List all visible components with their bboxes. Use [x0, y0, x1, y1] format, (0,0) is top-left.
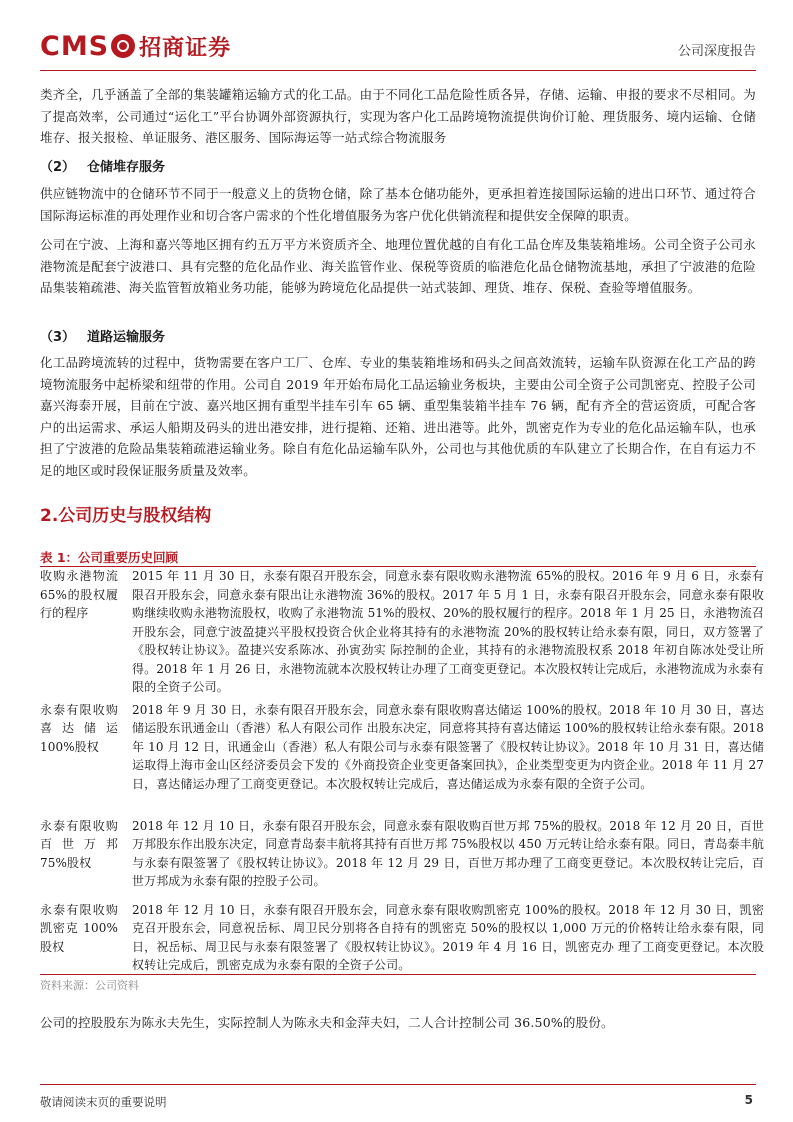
subheading-text: 仓储堆存服务 [87, 160, 166, 175]
detail-cell: 2018 年 12 月 10 日，永泰有限召开股东会，同意永泰有限收购凯密克 100%的股权。2018 年 12 月 30 日，凯密克召开股东会，同意祝岳标、周卫民分别将各自持有的凯密克 50%的股权以 1,000 万元的价格转让给永泰有限，同日，祝岳标、周卫民与永泰有限签署了《股权转让协议》。2019 年 4 月 16 日，凯密克办 理了工商变更登记。本次股权转让完成后，凯密克成为永泰有限的全资子公司。 [132, 902, 764, 972]
logo-seal-icon [111, 34, 135, 58]
paragraph-warehousing-role: 供应链物流中的仓储环节不同于一般意义上的货物仓储，除了基本仓储功能外，更承担着连接国际运输的进出口环节、通过符合国际海运标准的再处理作业和切合客户需求的个性化增值服务为客户优化供销流程和提供安全保障的职责。 [40, 186, 756, 223]
table-caption: 表 1：公司重要历史回顾 [40, 550, 179, 565]
table-row [40, 897, 764, 983]
detail-cell: 2015 年 11 月 30 日，永泰有限召开股东会，同意永泰有限收购永港物流 65%的股权。2016 年 9 月 6 日，永泰有限召开股东会，同意永泰有限出让永港物流 36%的股权。2017 年 5 月 1 日，永泰有限召开股东会，同意永泰有限收购继续收购永港物流股权，收购了永港物流 51%的股权、20%的股权履行的程序。2018 年 1 月 25 日，永港物流召开股东会，同意宁波盈捷兴平股权投资合伙企业将其持有的永港物流 20%的股权转让给永泰有限，同日，双方签署了《股权转让协议》。盈捷兴安系陈冰、孙寅劲实 际控制的企业，其持有的永港物流股权系 2018 年初自陈冰处受让所得。2018 年 1 月 26 日，永港物流就本次股权转让办理了工商变更登记。本次股权转让完成后，永港物流成为永泰有限的全资子公司。 [132, 569, 764, 694]
subheading-number: （2） [40, 160, 76, 175]
event-cell: 永泰有限收购喜达储运 100%股权 [40, 702, 118, 754]
subheading-warehousing [40, 156, 165, 175]
paragraph-chemical-logistics: 类齐全，几乎涵盖了全部的集装罐箱运输方式的化工品。由于不同化工品危险性质各异，存储、运输、申报的要求不尽相同。为了提高效率，公司通过“运化工”平台协调外部资源执行，实现为客户化工品跨境物流提供询价订舱、理货服务、境内运输、仓储堆存、报关报检、单证服务、港区服务、国际海运等一站式综合物流服务 [40, 87, 756, 145]
table-row [40, 697, 764, 813]
logo-chinese-name: 招商证券 [139, 35, 232, 61]
page-number: 5 [744, 1093, 753, 1107]
event-cell: 收购永港物流 65%的股权履行的程序 [40, 569, 118, 620]
section-title: 2.公司历史与股权结构 [40, 506, 212, 526]
paragraph-warehousing-assets: 公司在宁波、上海和嘉兴等地区拥有约五万平方米资质齐全、地理位置优越的自有化工品仓库及集装箱堆场。公司全资子公司永港物流是配套宁波港口、具有完整的危化品作业、海关监管作业、保税等资质的临港危化品仓储物流基地，承担了宁波港的危险品集装箱疏港、海关监管暂放箱业务功能，能够为跨境危化品提供一站式装卸、理货、堆存、保税、查验等增值服务。 [40, 237, 756, 295]
logo-cms-text: CMS [40, 30, 110, 62]
table-bottom-rule [40, 974, 756, 975]
event-cell: 永泰有限收购凯密克 100%股权 [40, 902, 118, 954]
subheading-road-transport [40, 326, 165, 345]
page-header [40, 26, 756, 68]
subheading-number: （3） [40, 330, 76, 345]
detail-cell: 2018 年 9 月 30 日，永泰有限召开股东会，同意永泰有限收购喜达储运 100%的股权。2018 年 10 月 30 日，喜达储运股东讯通金山（香港）私人有限公司作 出股东决定，同意将其持有喜达储运 100%的股权转让给永泰有限。2018 年 10 月 12 日，讯通金山（香港）私人有限公司与永泰有限签署了《股权转让协议》。2018 年 10 月 31 日，喜达储运取得上海市金山区经济委员会下发的《外商投资企业变更备案回执》，企业类型变更为内资企业。2018 年 11 月 27 日，喜达储运办理了工商变更登记。本次股权转让完成后，喜达储运成为永泰有限的全资子公司。 [132, 702, 764, 791]
detail-cell: 2018 年 12 月 10 日，永泰有限召开股东会，同意永泰有限收购百世万邦 75%的股权。2018 年 12 月 20 日，百世万邦股东作出股东决定，同意青岛泰丰航将其持有百世万邦 75%股权以 450 万元转让给永泰有限。同日，青岛泰丰航与永泰有限签署了《股权转让协议》。2018 年 12 月 29 日，百世万邦办理了工商变更登记。本次股权转让完后，百世万邦成为永泰有限的控股子公司。 [132, 818, 764, 888]
report-type-label: 公司深度报告 [677, 44, 756, 59]
event-cell: 永泰有限收购百世万邦 75%股权 [40, 818, 118, 870]
company-logo [40, 26, 231, 66]
table-row [40, 567, 764, 697]
subheading-text: 道路运输服务 [87, 330, 166, 345]
footer-divider [40, 1084, 756, 1085]
paragraph-road-transport: 化工品跨境流转的过程中，货物需要在客户工厂、仓库、专业的集装箱堆场和码头之间高效流转，运输车队资源在化工产品的跨境物流服务中起桥梁和纽带的作用。公司自 2019 年开始布局化工品运输业务板块，主要由公司全资子公司凯密克、控股子公司嘉兴海泰开展，目前在宁波、嘉兴地区拥有重型半挂车引车 65 辆、重型集装箱半挂车 76 辆，配有齐全的营运资质，可配合客户的出运需求、承运人船期及码头的进出港安排，进行提箱、还箱、进出港等。此外，凯密克作为专业的危化品运输车队，也承担了宁波港的危险品集装箱疏港运输业务。除自有危化品运输车队外，公司也与其他优质的车队建立了长期合作，在自有运力不足的地区或时段保证服务质量及效率。 [40, 355, 756, 478]
header-divider [40, 70, 756, 71]
history-table [40, 567, 764, 983]
footer-disclaimer: 敬请阅读末页的重要说明 [40, 1095, 167, 1109]
paragraph-shareholder: 公司的控股股东为陈永夫先生，实际控制人为陈永夫和金萍夫妇，二人合计控制公司 36.50%的股份。 [40, 1015, 614, 1030]
table-row [40, 813, 764, 897]
table-source-note: 资料来源：公司资料 [40, 979, 139, 992]
